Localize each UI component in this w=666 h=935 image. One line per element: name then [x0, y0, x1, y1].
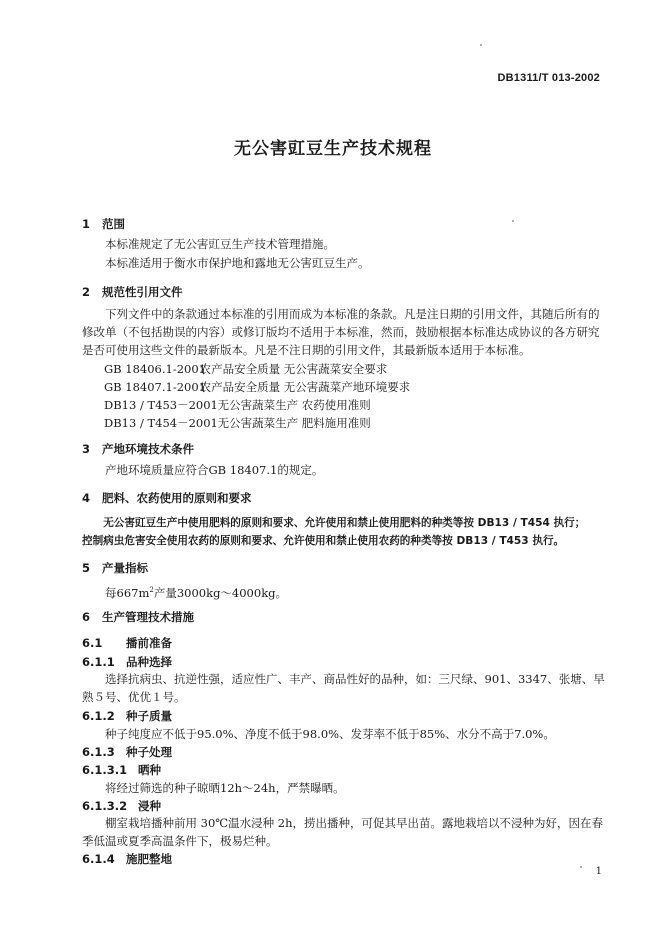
section-2-line-3: 是否可使用这些文件的最新版本。凡是不注日期的引用文件，其最新版本适用于本标准。	[82, 343, 531, 357]
subsection-number: 6.1.3	[82, 745, 115, 759]
section-title: 范围	[102, 217, 125, 231]
section-4-line-1: 无公害豇豆生产中使用肥料的原则和要求、允许使用和禁止使用肥料的种类等按 DB13 / T454 执行；	[103, 517, 586, 529]
reference-title: 无公害蔬菜生产 农药使用准则	[217, 398, 371, 412]
subsection-6-1-1-line-1: 选择抗病虫、抗逆性强，适应性广、丰产、商品性好的品种，如：三尺绿、901、3347、张塘、早	[105, 672, 605, 686]
section-5-heading	[82, 560, 148, 576]
reference-title: 农产品安全质量 无公害蔬菜产地环境要求	[199, 380, 411, 394]
subsection-6-1-3-2-line-2: 季低温或夏季高温条件下，极易烂种。	[82, 834, 278, 848]
section-title: 规范性引用文件	[102, 285, 183, 299]
section-2-line-2: 修改单（不包括勘误的内容）或修订版均不适用于本标准，然而，鼓励根据本标准达成协议的各方研究	[82, 325, 600, 339]
page-title: 无公害豇豆生产技术规程	[234, 139, 432, 159]
subsection-6-1-heading	[82, 635, 172, 651]
subsection-title: 晒种	[138, 763, 161, 777]
section-number: 3	[82, 442, 91, 456]
reference-item	[104, 415, 371, 431]
section-number: 5	[82, 561, 91, 575]
subsection-6-1-1-heading	[82, 654, 172, 670]
reference-title: 农产品安全质量 无公害蔬菜安全要求	[199, 362, 388, 376]
reference-code: DB13 / T453－2001	[104, 398, 218, 412]
subsection-6-1-3-1-heading	[82, 762, 161, 778]
subsection-6-1-4-heading	[82, 851, 172, 867]
subsection-number: 6.1	[82, 636, 103, 650]
subsection-6-1-3-2-line-1: 棚室栽培播种前用 30℃温水浸种 2h，捞出播种，可促其早出苗。露地栽培以不浸种为好，因在春	[105, 816, 604, 830]
reference-title: 无公害蔬菜生产 肥料施用准则	[217, 416, 371, 430]
subsection-6-1-3-heading	[82, 744, 172, 760]
subsection-title: 浸种	[138, 799, 161, 813]
standard-code: DB1311/T 013-2002	[497, 72, 600, 84]
section-4-line-2: 控制病虫危害安全使用农药的原则和要求、允许使用和禁止使用农药的种类等按 DB13 / T453 执行。	[82, 535, 565, 547]
section-number: 1	[82, 217, 91, 231]
section-1-heading	[82, 216, 125, 232]
scan-speck	[480, 44, 482, 46]
reference-code: GB 18407.1-2001	[104, 380, 207, 394]
reference-code: GB 18406.1-2001	[104, 362, 207, 376]
subsection-number: 6.1.3.1	[82, 763, 128, 777]
subsection-title: 种子处理	[126, 745, 172, 759]
section-title: 肥料、农药使用的原则和要求	[102, 491, 252, 505]
subsection-title: 品种选择	[126, 655, 172, 669]
section-2-line-1: 下列文件中的条款通过本标准的引用而成为本标准的条款。凡是注日期的引用文件，其随后所有的	[105, 307, 600, 321]
subsection-number: 6.1.1	[82, 655, 115, 669]
subsection-title: 施肥整地	[126, 852, 172, 866]
section-number: 2	[82, 285, 91, 299]
section-2-heading	[82, 284, 183, 300]
section-4-heading	[82, 490, 252, 506]
superscript: 2	[149, 586, 154, 594]
yield-text-prefix: 每667m	[105, 585, 150, 600]
page-number: 1	[595, 866, 602, 877]
section-title: 产地环境技术条件	[102, 442, 194, 456]
yield-text-suffix: 产量3000kg～4000kg。	[153, 585, 288, 600]
section-1-paragraph-1: 本标准规定了无公害豇豆生产技术管理措施。	[105, 237, 335, 251]
section-3-heading	[82, 441, 194, 457]
reference-item	[104, 379, 410, 395]
scan-speck	[580, 866, 582, 868]
subsection-6-1-3-2-heading	[82, 798, 161, 814]
subsection-6-1-3-1-paragraph: 将经过筛选的种子晾晒12h～24h，严禁曝晒。	[105, 781, 345, 795]
section-6-heading	[82, 609, 194, 625]
reference-item	[104, 361, 387, 377]
subsection-number: 6.1.4	[82, 852, 115, 866]
section-5-paragraph	[82, 582, 602, 602]
section-title: 生产管理技术措施	[102, 610, 194, 624]
subsection-title: 种子质量	[126, 709, 172, 723]
section-1-paragraph-2: 本标准适用于衡水市保护地和露地无公害豇豆生产。	[105, 256, 370, 270]
section-number: 4	[82, 491, 91, 505]
subsection-6-1-1-line-2: 熟５号、优优１号。	[82, 690, 186, 704]
section-number: 6	[82, 610, 91, 624]
reference-item	[104, 397, 371, 413]
reference-code: DB13 / T454－2001	[104, 416, 218, 430]
subsection-6-1-2-paragraph: 种子纯度应不低于95.0%、净度不低于98.0%、发芽率不低于85%、水分不高于7.0%。	[105, 727, 555, 741]
subsection-number: 6.1.2	[82, 709, 115, 723]
subsection-title: 播前准备	[126, 636, 172, 650]
section-title: 产量指标	[102, 561, 148, 575]
scan-speck	[512, 220, 514, 222]
subsection-6-1-2-heading	[82, 708, 172, 724]
section-3-paragraph: 产地环境质量应符合GB 18407.1的规定。	[105, 463, 324, 477]
subsection-number: 6.1.3.2	[82, 799, 128, 813]
